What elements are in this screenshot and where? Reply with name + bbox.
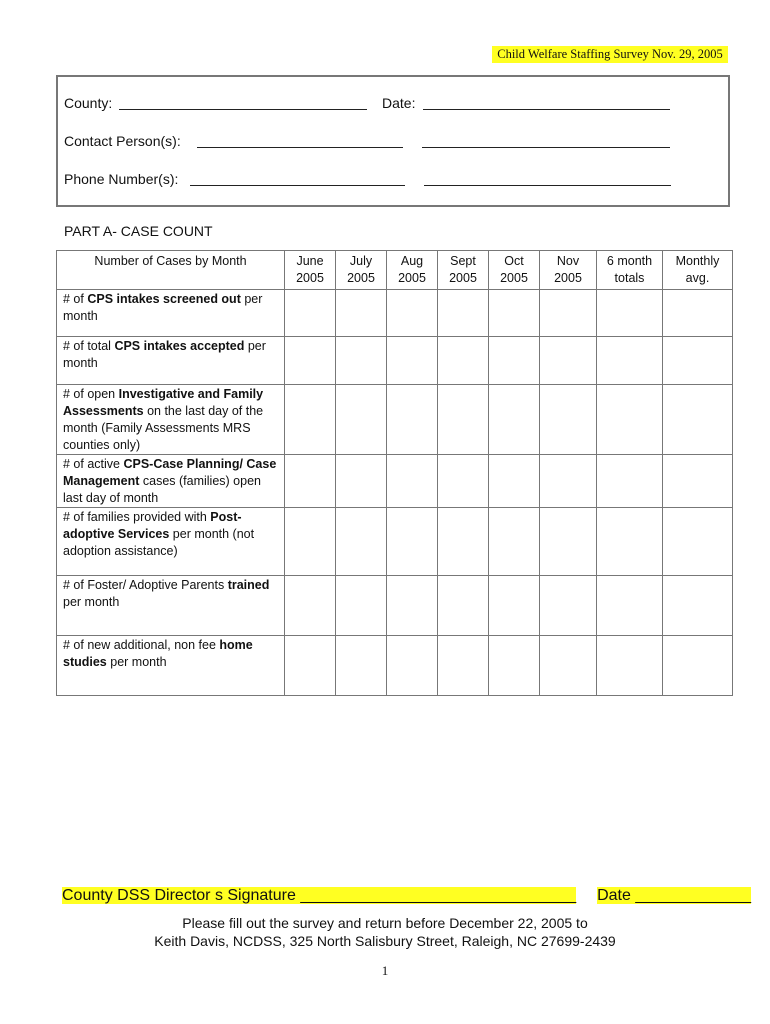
row-label-parents-trained [57, 576, 285, 636]
entry-cell[interactable] [285, 337, 336, 385]
entry-cell[interactable] [387, 508, 438, 576]
row-text-bold: CPS intakes accepted [114, 339, 245, 353]
entry-cell[interactable] [540, 508, 597, 576]
entry-cell[interactable] [438, 508, 489, 576]
entry-cell[interactable] [336, 290, 387, 337]
entry-cell[interactable] [285, 576, 336, 636]
table-header-row [57, 251, 733, 290]
row-text: per month [63, 292, 263, 323]
entry-cell[interactable] [540, 455, 597, 508]
header-nov-2005 [540, 251, 597, 290]
entry-cell[interactable] [336, 508, 387, 576]
return-instructions [0, 914, 770, 950]
row-text: per month [63, 595, 120, 609]
header-line: Sept [450, 254, 476, 268]
header-oct-2005 [489, 251, 540, 290]
survey-title: Child Welfare Staffing Survey Nov. 29, 2005 [492, 46, 728, 63]
row-text-bold: Post-adoptive Services [63, 510, 242, 541]
row-text: # of open [63, 387, 119, 401]
entry-cell[interactable] [387, 576, 438, 636]
header-line: 2005 [347, 271, 375, 285]
phone-number-field-1[interactable] [190, 185, 405, 186]
entry-cell[interactable] [285, 455, 336, 508]
entry-cell[interactable] [540, 385, 597, 455]
entry-cell[interactable] [663, 337, 733, 385]
entry-cell[interactable] [663, 290, 733, 337]
entry-cell[interactable] [336, 576, 387, 636]
contact-person-label: Contact Person(s): [64, 133, 181, 149]
header-line: 2005 [500, 271, 528, 285]
header-line: Nov [556, 254, 580, 268]
row-text: per month (not adoption assistance) [63, 527, 255, 558]
entry-cell[interactable] [663, 636, 733, 696]
entry-cell[interactable] [540, 337, 597, 385]
entry-cell[interactable] [438, 576, 489, 636]
table-row [57, 508, 733, 576]
entry-cell[interactable] [285, 385, 336, 455]
contact-person-field-2[interactable] [422, 147, 670, 148]
row-label-post-adoptive-services [57, 508, 285, 576]
row-label-investigative-assessments [57, 385, 285, 455]
entry-cell[interactable] [336, 455, 387, 508]
return-address: Keith Davis, NCDSS, 325 North Salisbury Street, Raleigh, NC 27699-2439 [154, 933, 616, 949]
entry-cell[interactable] [663, 576, 733, 636]
row-label-case-management [57, 455, 285, 508]
entry-cell[interactable] [438, 290, 489, 337]
entry-cell[interactable] [597, 385, 663, 455]
county-label: County: [64, 95, 113, 111]
header-line: avg. [685, 271, 710, 285]
entry-cell[interactable] [438, 385, 489, 455]
row-label-home-studies [57, 636, 285, 696]
row-text: on the last day of the month (Family Assessments MRS counties only) [63, 404, 264, 452]
header-sept-2005 [438, 251, 489, 290]
entry-cell[interactable] [387, 290, 438, 337]
header-aug-2005 [387, 251, 438, 290]
row-label-cps-screened-out [57, 290, 285, 337]
header-line: 2005 [449, 271, 477, 285]
county-field[interactable] [119, 109, 367, 110]
row-text: # of Foster/ Adoptive Parents [63, 578, 228, 592]
phone-number-field-2[interactable] [424, 185, 671, 186]
entry-cell[interactable] [597, 290, 663, 337]
entry-cell[interactable] [489, 576, 540, 636]
table-row [57, 576, 733, 636]
entry-cell[interactable] [597, 576, 663, 636]
entry-cell[interactable] [285, 508, 336, 576]
row-text-bold: CPS-Case Planning/ Case Management [63, 457, 277, 488]
entry-cell[interactable] [597, 508, 663, 576]
row-text: # of new additional, non fee [63, 638, 220, 652]
entry-cell[interactable] [597, 636, 663, 696]
row-text-bold: home studies [63, 638, 253, 669]
entry-cell[interactable] [597, 337, 663, 385]
entry-cell[interactable] [663, 455, 733, 508]
row-text: # of active [63, 457, 124, 471]
entry-cell[interactable] [438, 337, 489, 385]
header-line: Aug [400, 254, 424, 268]
header-cases-by-month: Number of Cases by Month [57, 251, 285, 290]
entry-cell[interactable] [285, 636, 336, 696]
entry-cell[interactable] [489, 290, 540, 337]
entry-cell[interactable] [489, 455, 540, 508]
header-line: totals [614, 271, 645, 285]
row-text: per month [63, 339, 266, 370]
signature-date-field[interactable]: _____________ [635, 887, 752, 904]
date-field[interactable] [423, 109, 670, 110]
entry-cell[interactable] [285, 290, 336, 337]
case-count-table [56, 250, 733, 696]
entry-cell[interactable] [336, 636, 387, 696]
director-signature-label: County DSS Director s Signature [62, 887, 296, 904]
entry-cell[interactable] [540, 636, 597, 696]
table-row [57, 337, 733, 385]
header-monthly-avg [663, 251, 733, 290]
entry-cell[interactable] [663, 508, 733, 576]
entry-cell[interactable] [438, 455, 489, 508]
row-text: # of [63, 292, 88, 306]
header-6-month-totals [597, 251, 663, 290]
row-text: cases (families) open last day of month [63, 474, 261, 505]
entry-cell[interactable] [387, 385, 438, 455]
return-instructions-line-1: Please fill out the survey and return before December 22, 2005 to [182, 915, 588, 931]
table-row [57, 636, 733, 696]
entry-cell[interactable] [387, 337, 438, 385]
entry-cell[interactable] [336, 385, 387, 455]
entry-cell[interactable] [387, 636, 438, 696]
row-text-bold: trained [227, 578, 270, 592]
signature-line [62, 885, 752, 907]
entry-cell[interactable] [663, 385, 733, 455]
table-row [57, 290, 733, 337]
header-line: 2005 [554, 271, 582, 285]
entry-cell[interactable] [489, 636, 540, 696]
row-text: # of total [63, 339, 115, 353]
director-signature-field[interactable]: _______________________________ [300, 887, 577, 904]
entry-cell[interactable] [489, 508, 540, 576]
page-number: 1 [381, 963, 389, 978]
header-line: June [296, 254, 324, 268]
header-june-2005 [285, 251, 336, 290]
table-row [57, 455, 733, 508]
phone-number-label: Phone Number(s): [64, 171, 179, 187]
header-line: Monthly [675, 254, 720, 268]
entry-cell[interactable] [489, 337, 540, 385]
header-line: Oct [504, 254, 524, 268]
entry-cell[interactable] [597, 455, 663, 508]
row-label-cps-accepted [57, 337, 285, 385]
entry-cell[interactable] [540, 290, 597, 337]
entry-cell[interactable] [438, 636, 489, 696]
signature-date-label: Date [597, 887, 631, 904]
row-text-bold: Investigative and Family Assessments [63, 387, 264, 418]
entry-cell[interactable] [387, 455, 438, 508]
row-text: # of families provided with [63, 510, 211, 524]
header-line: 2005 [398, 271, 426, 285]
header-july-2005 [336, 251, 387, 290]
entry-cell[interactable] [336, 337, 387, 385]
table-row [57, 385, 733, 455]
row-text: per month [106, 655, 167, 669]
header-line: 2005 [296, 271, 324, 285]
entry-cell[interactable] [540, 576, 597, 636]
row-text-bold: CPS intakes screened out [87, 292, 241, 306]
date-label: Date: [382, 95, 416, 111]
entry-cell[interactable] [489, 385, 540, 455]
contact-person-field-1[interactable] [197, 147, 403, 148]
header-line: 6 month [606, 254, 653, 268]
part-a-heading: PART A- CASE COUNT [64, 223, 213, 239]
header-line: July [349, 254, 373, 268]
